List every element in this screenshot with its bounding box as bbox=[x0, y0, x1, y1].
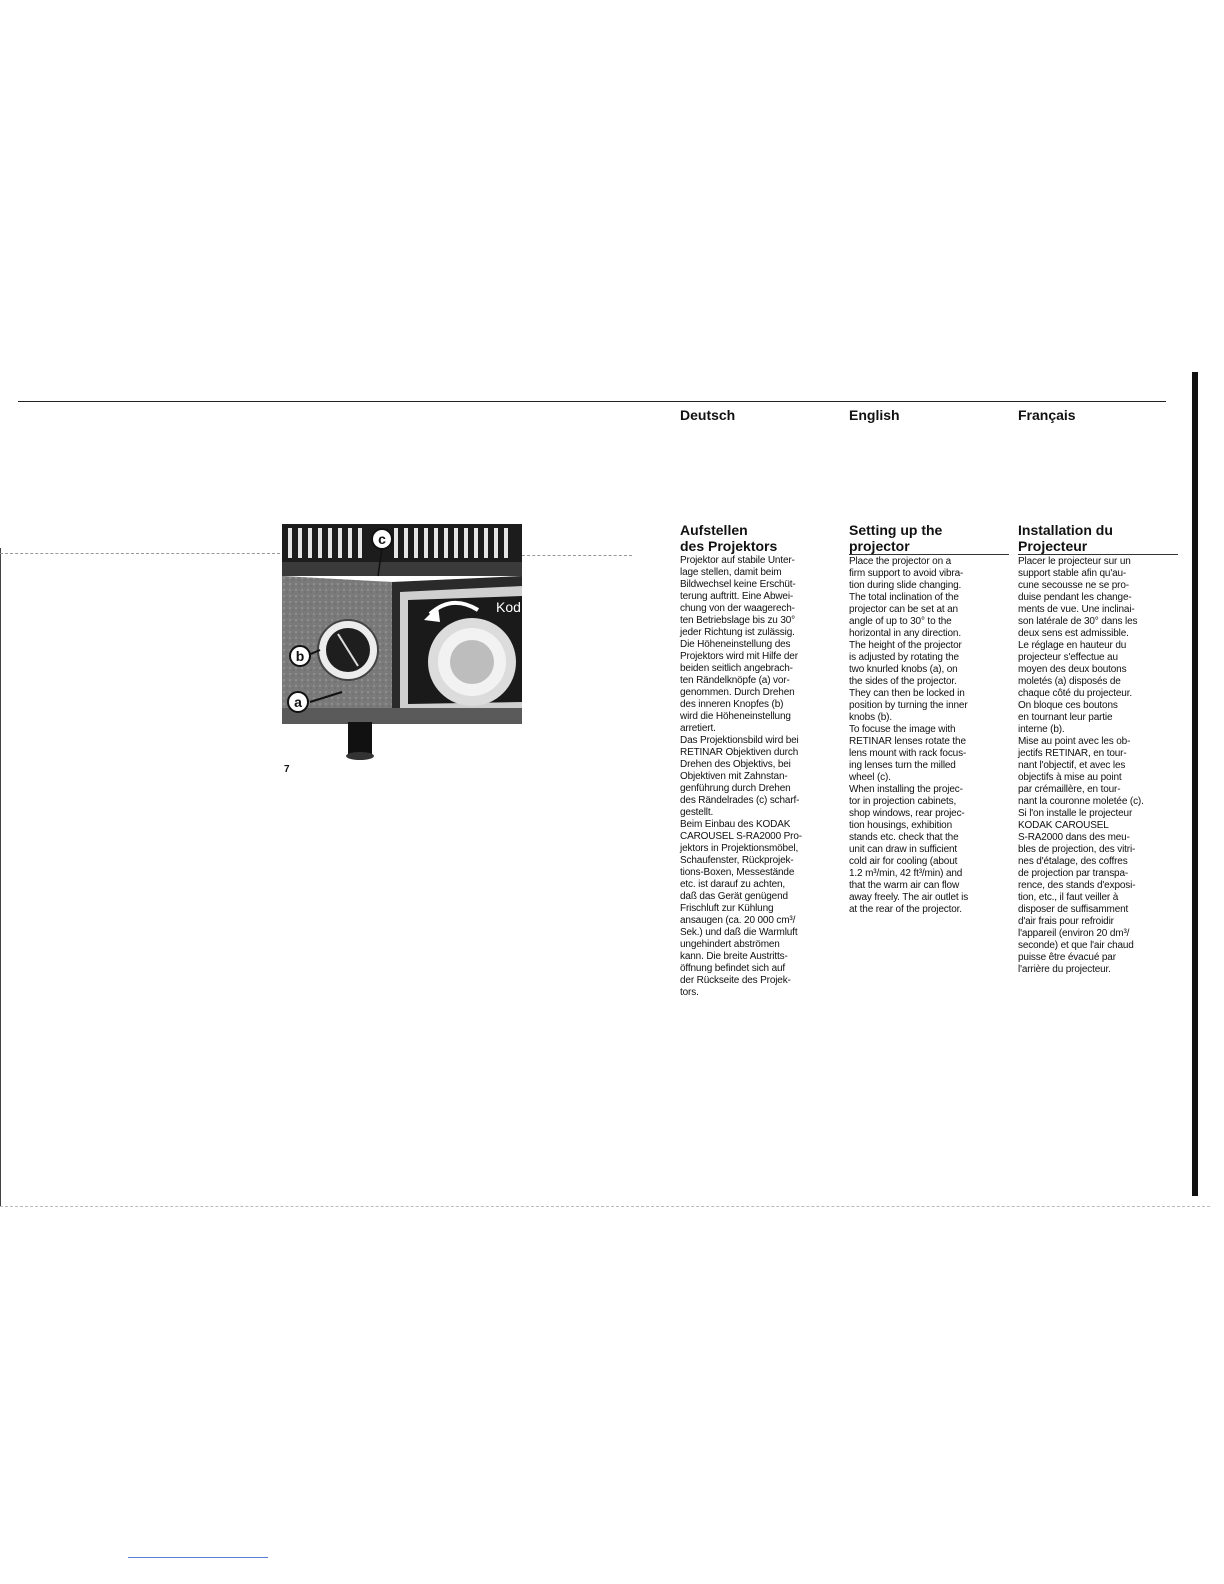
body-line: projecteur s'effectue au bbox=[1018, 652, 1118, 663]
body-line: rence, des stands d'exposi- bbox=[1018, 880, 1136, 891]
callout-b bbox=[290, 646, 310, 666]
section-title bbox=[1018, 522, 1178, 554]
body-line: bles de projection, des vitri- bbox=[1018, 844, 1136, 855]
column-deutsch bbox=[680, 522, 840, 999]
column-english bbox=[849, 522, 1009, 916]
body-line: Objektiven mit Zahnstan- bbox=[680, 771, 788, 782]
body-line: terung auftritt. Eine Abwei- bbox=[680, 591, 794, 602]
body-line: duise pendant les change- bbox=[1018, 592, 1132, 603]
body-line: Mise au point avec les ob- bbox=[1018, 736, 1131, 747]
body-line: l'arrière du projecteur. bbox=[1018, 964, 1111, 975]
title-line: Setting up the bbox=[849, 522, 943, 538]
body-line: arretiert. bbox=[680, 723, 716, 734]
body-line: des inneren Knopfes (b) bbox=[680, 699, 784, 710]
body-line: beiden seitlich angebrach- bbox=[680, 663, 793, 674]
body-line: firm support to avoid vibra- bbox=[849, 568, 964, 579]
body-line: the sides of the projector. bbox=[849, 676, 957, 687]
body-line: wheel (c). bbox=[849, 772, 891, 783]
body-line: puisse être évacué par bbox=[1018, 952, 1116, 963]
body-line: jectifs RETINAR, en tour- bbox=[1018, 748, 1127, 759]
heading-rule bbox=[1018, 554, 1178, 555]
body-line: projector can be set at an bbox=[849, 604, 958, 615]
body-line: CAROUSEL S-RA2000 Pro- bbox=[680, 831, 802, 842]
body-line: position by turning the inner bbox=[849, 700, 968, 711]
heading-rule bbox=[849, 554, 1009, 555]
section-body bbox=[849, 556, 1009, 916]
body-line: tion housings, exhibition bbox=[849, 820, 952, 831]
body-line: horizontal in any direction. bbox=[849, 628, 961, 639]
body-line: that the warm air can flow bbox=[849, 880, 960, 891]
body-line: cold air for cooling (about bbox=[849, 856, 958, 867]
body-line: lage stellen, damit beim bbox=[680, 567, 782, 578]
scan-dotted-line bbox=[522, 555, 632, 556]
top-rule bbox=[18, 401, 1166, 402]
scan-dotted-line bbox=[0, 553, 280, 554]
body-line: öffnung befindet sich auf bbox=[680, 963, 786, 974]
body-line: The height of the projector bbox=[849, 640, 962, 651]
body-line: wird die Höheneinstellung bbox=[680, 711, 791, 722]
body-line: stands etc. check that the bbox=[849, 832, 959, 843]
body-line: chung von der waagerech- bbox=[680, 603, 795, 614]
body-line: RETINAR Objektiven durch bbox=[680, 747, 799, 758]
body-line: at the rear of the projector. bbox=[849, 904, 962, 915]
body-line: two knurled knobs (a), on bbox=[849, 664, 958, 675]
body-line: genführung durch Drehen bbox=[680, 783, 791, 794]
body-line: ten Betriebslage bis zu 30° bbox=[680, 615, 796, 626]
section-title bbox=[849, 522, 1009, 554]
body-line: en tournant leur partie bbox=[1018, 712, 1113, 723]
left-edge-line bbox=[0, 548, 1, 1206]
body-line: is adjusted by rotating the bbox=[849, 652, 959, 663]
title-line: Aufstellen bbox=[680, 522, 748, 538]
bottom-rule bbox=[0, 1206, 1210, 1207]
body-line: ten Rändelknöpfe (a) vor- bbox=[680, 675, 790, 686]
page-number: 7 bbox=[284, 764, 290, 775]
body-line: The total inclination of the bbox=[849, 592, 959, 603]
body-line: moyen des deux boutons bbox=[1018, 664, 1127, 675]
page-edge-bar bbox=[1192, 372, 1198, 1196]
body-line: Bildwechsel keine Erschüt- bbox=[680, 579, 796, 590]
language-heading-de: Deutsch bbox=[680, 407, 736, 423]
language-heading-en: English bbox=[849, 407, 900, 423]
body-line: lens mount with rack focus- bbox=[849, 748, 967, 759]
body-line: son latérale de 30° dans les bbox=[1018, 616, 1138, 627]
body-line: Projektors wird mit Hilfe der bbox=[680, 651, 798, 662]
body-line: de projection par transpa- bbox=[1018, 868, 1129, 879]
body-line: They can then be locked in bbox=[849, 688, 965, 699]
body-line: tion, etc., il faut veiller à bbox=[1018, 892, 1119, 903]
language-heading-fr: Français bbox=[1018, 407, 1076, 423]
body-line: S-RA2000 dans des meu- bbox=[1018, 832, 1130, 843]
body-line: genommen. Durch Drehen bbox=[680, 687, 795, 698]
body-line: par crémaillère, en tour- bbox=[1018, 784, 1121, 795]
projector-foot bbox=[348, 722, 372, 756]
body-line: KODAK CAROUSEL bbox=[1018, 820, 1109, 831]
column-francais bbox=[1018, 522, 1178, 976]
callout-c bbox=[372, 529, 392, 549]
footer-line bbox=[128, 1557, 268, 1558]
title-line: Installation du bbox=[1018, 522, 1113, 538]
body-line: Die Höheneinstellung des bbox=[680, 639, 791, 650]
body-line: disposer de suffisamment bbox=[1018, 904, 1129, 915]
body-line: unit can draw in sufficient bbox=[849, 844, 958, 855]
section-body bbox=[1018, 556, 1178, 976]
svg-text:b: b bbox=[295, 648, 305, 664]
body-line: To focuse the image with bbox=[849, 724, 956, 735]
svg-text:c: c bbox=[378, 531, 386, 547]
section-body bbox=[680, 555, 840, 999]
body-line: tor in projection cabinets, bbox=[849, 796, 957, 807]
body-line: jektors in Projektionsmöbel, bbox=[680, 843, 799, 854]
body-line: jeder Richtung ist zulässig. bbox=[680, 627, 795, 638]
svg-text:a: a bbox=[294, 694, 302, 710]
body-line: Frischluft zur Kühlung bbox=[680, 903, 774, 914]
body-line: On bloque ces boutons bbox=[1018, 700, 1118, 711]
body-line: tions-Boxen, Messestände bbox=[680, 867, 795, 878]
body-line: away freely. The air outlet is bbox=[849, 892, 969, 903]
body-line: ments de vue. Une inclinai- bbox=[1018, 604, 1135, 615]
body-line: ungehindert abströmen bbox=[680, 939, 780, 950]
body-line: shop windows, rear projec- bbox=[849, 808, 965, 819]
body-line: angle of up to 30° to the bbox=[849, 616, 952, 627]
body-line: nes d'étalage, des coffres bbox=[1018, 856, 1128, 867]
body-line: d'air frais pour refroidir bbox=[1018, 916, 1114, 927]
title-line: projector bbox=[849, 538, 910, 554]
body-line: Sek.) und daß die Warmluft bbox=[680, 927, 798, 938]
body-line: Das Projektionsbild wird bei bbox=[680, 735, 799, 746]
body-line: Si l'on installe le projecteur bbox=[1018, 808, 1133, 819]
brand-text: Kod bbox=[496, 599, 521, 615]
body-line: Le réglage en hauteur du bbox=[1018, 640, 1127, 651]
body-line: gestellt. bbox=[680, 807, 714, 818]
body-line: seconde) et que l'air chaud bbox=[1018, 940, 1134, 951]
body-line: When installing the projec- bbox=[849, 784, 963, 795]
body-line: knobs (b). bbox=[849, 712, 892, 723]
body-line: kann. Die breite Austritts- bbox=[680, 951, 788, 962]
body-line: ing lenses turn the milled bbox=[849, 760, 956, 771]
body-line: etc. ist darauf zu achten, bbox=[680, 879, 786, 890]
body-line: Projektor auf stabile Unter- bbox=[680, 555, 795, 566]
body-line: cune secousse ne se pro- bbox=[1018, 580, 1129, 591]
body-line: support stable afin qu'au- bbox=[1018, 568, 1127, 579]
body-line: l'appareil (environ 20 dm³/ bbox=[1018, 928, 1130, 939]
body-line: der Rückseite des Projek- bbox=[680, 975, 791, 986]
body-line: deux sens est admissible. bbox=[1018, 628, 1129, 639]
body-line: Schaufenster, Rückprojek- bbox=[680, 855, 794, 866]
body-line: Drehen des Objektivs, bei bbox=[680, 759, 791, 770]
body-line: moletés (a) disposés de bbox=[1018, 676, 1121, 687]
body-line: RETINAR lenses rotate the bbox=[849, 736, 966, 747]
body-line: Beim Einbau des KODAK bbox=[680, 819, 791, 830]
body-line: objectifs à mise au point bbox=[1018, 772, 1122, 783]
callout-a bbox=[288, 692, 308, 712]
body-line: chaque côté du projecteur. bbox=[1018, 688, 1132, 699]
body-line: tion during slide changing. bbox=[849, 580, 962, 591]
body-line: tors. bbox=[680, 987, 699, 998]
title-line: Projecteur bbox=[1018, 538, 1088, 554]
body-line: interne (b). bbox=[1018, 724, 1065, 735]
section-title bbox=[680, 522, 840, 554]
body-line: nant la couronne moletée (c). bbox=[1018, 796, 1144, 807]
body-line: 1.2 m³/min, 42 ft³/min) and bbox=[849, 868, 963, 879]
body-line: des Rändelrades (c) scharf- bbox=[680, 795, 800, 806]
body-line: ansaugen (ca. 20 000 cm³/ bbox=[680, 915, 796, 926]
body-line: nant l'objectif, et avec les bbox=[1018, 760, 1126, 771]
body-line: Placer le projecteur sur un bbox=[1018, 556, 1131, 567]
projector-photo bbox=[282, 522, 522, 762]
body-line: Place the projector on a bbox=[849, 556, 952, 567]
body-line: daß das Gerät genügend bbox=[680, 891, 788, 902]
title-line: des Projektors bbox=[680, 538, 778, 554]
